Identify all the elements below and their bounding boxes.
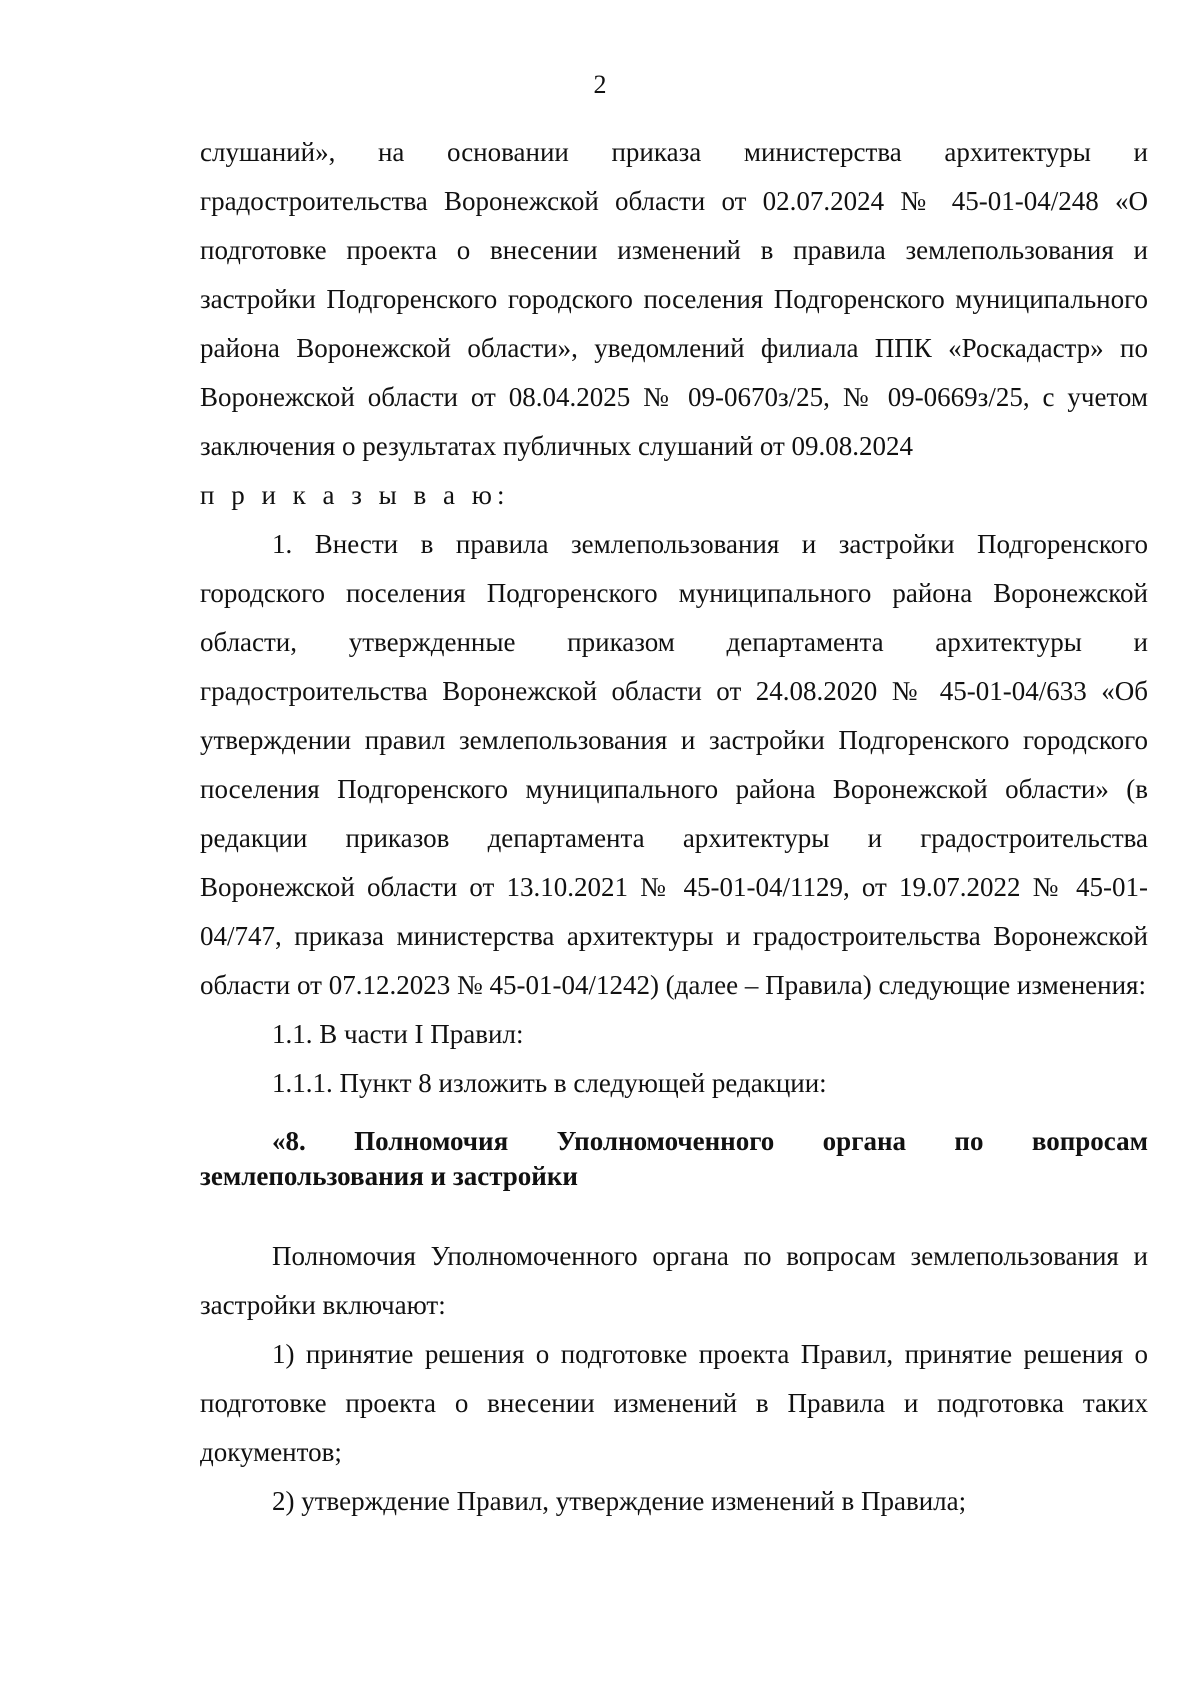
page-number: 2 <box>593 70 607 99</box>
paragraph-item-1-1-1: 1.1.1. Пункт 8 изложить в следующей редакции: <box>272 1068 827 1098</box>
paragraph-intro: слушаний», на основании приказа министерства архитектуры и градостроительства Воронежской области от 02.07.2024 № 45-01-04/248 «О подготовке проекта о внесении изменений в правила землепользования и застройки Подгоренского городского поселения Подгоренского муниципального района Воронежской области», уведомлений филиала ППК «Роскадастр» по Воронежской области от 08.04.2025 № 09-0670з/25, № 09-0669з/25, с учетом заключения о результатах публичных слушаний от 09.08.2024 <box>200 137 1148 461</box>
list-item-2: 2) утверждение Правил, утверждение изменений в Правила; <box>272 1486 967 1516</box>
paragraph-powers: Полномочия Уполномоченного органа по вопросам землепользования и застройки включают: <box>200 1241 1148 1320</box>
paragraph-item-1-1: 1.1. В части I Правил: <box>272 1019 524 1049</box>
paragraph-order: п р и к а з ы в а ю: <box>200 480 510 510</box>
list-item-1: 1) принятие решения о подготовке проекта Правил, принятие решения о подготовке проекта о внесении изменений в Правила и подготовка таких документов; <box>200 1339 1148 1467</box>
paragraph-item-1: 1. Внести в правила землепользования и застройки Подгоренского городского поселения Подгоренского муниципального района Воронежской области, утвержденные приказом департамента архитектуры и градостроительства Воронежской области от 24.08.2020 № 45-01-04/633 «Об утверждении правил землепользования и застройки Подгоренского городского поселения Подгоренского муниципального района Воронежской области» (в редакции приказов департамента архитектуры и градостроительства Воронежской области от 13.10.2021 № 45-01-04/1129, от 19.07.2022 № 45-01-04/747, приказа министерства архитектуры и градостроительства Воронежской области от 07.12.2023 № 45-01-04/1242) (далее – Правила) следующие изменения: <box>200 529 1148 1000</box>
document-body <box>200 128 1148 1526</box>
section-heading: «8. Полномочия Уполномоченного органа по вопросам землепользования и застройки <box>200 1126 1148 1191</box>
